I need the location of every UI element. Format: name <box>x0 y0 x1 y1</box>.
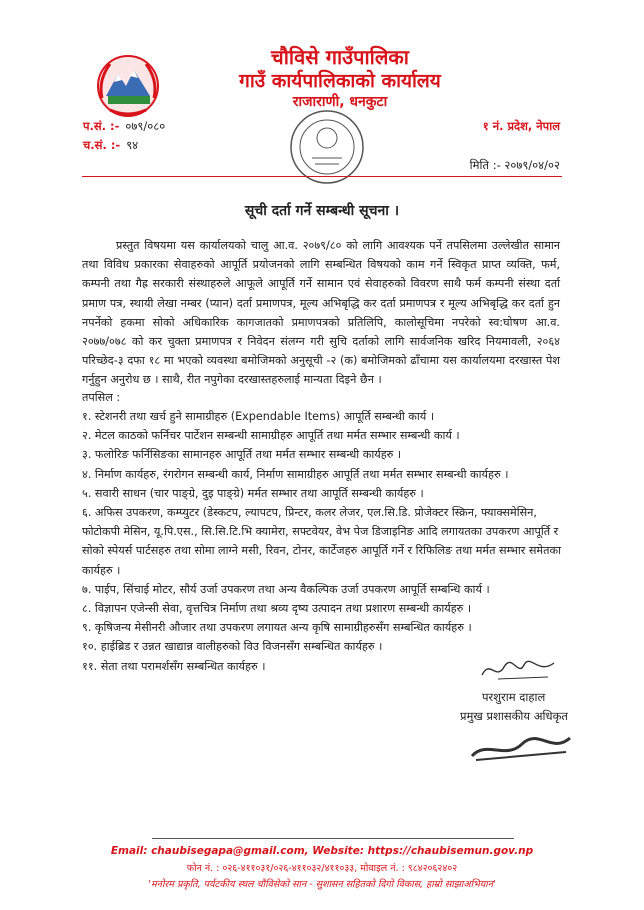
designation-seal-icon <box>466 730 576 764</box>
date-value: २०७९/०४/०२ <box>504 158 560 172</box>
list-item: १. स्टेशनरी तथा खर्च हुने सामाग्रीहरु (Expendable Items) आपूर्ति सम्बन्धी कार्य । <box>82 410 435 423</box>
municipality-name: चौविसे गाउँपालिका <box>271 45 409 69</box>
header-divider <box>82 176 562 177</box>
list-item: ४. निर्माण कार्यहरु, रंगरोगन सम्बन्धी कार्य, निर्माण सामाग्रीहरु आपूर्ति तथा मर्मत सम्भार सम्बन्धी कार्यहरु । <box>82 467 509 481</box>
footer-divider <box>152 838 514 839</box>
cs-value: ९४ <box>126 138 139 152</box>
list-item: ६. अफिस उपकरण, कम्प्युटर (डेस्कटप, ल्यापटप, प्रिन्टर, कलर लेजर, एल.सि.डि. प्रोजेक्टर स्क्रिन, फ्याक्समेसिन, फोटोकपी मेसिन, यू.पि.एस., सि.सि.टि.भि क्यामेरा, सफ्टवेयर, वेभ पेज डिजाइनिङ आदि लगायतका उपकरण आपूर्ति र सोको स्पेयर्स पार्टसहरु तथा सोमा लाग्ने मसी, रिवन, टोनर, कार्टेजहरु आपूर्ति गर्ने र रिफिलिङ तथा मर्मत सम्भार समेतका कार्यहरु । <box>82 506 561 577</box>
list-item: १०. हाईब्रिड र उन्नत खाद्यान्न वालीहरुको विउ विजनसँग सम्बन्धित कार्यहरु । <box>82 640 383 654</box>
list-item: २. मेटल काठको फर्निचर पार्टेशन सम्बन्धी सामाग्रीहरु आपूर्ति तथा मर्मत सम्भार सम्बन्धी कार्य । <box>82 429 460 443</box>
cs-label: च.सं. :- <box>83 138 121 152</box>
signatory-title: प्रमुख प्रशासकीय अधिकृत <box>460 709 568 723</box>
footer-contact: Email: chaubisegapa@gmail.com, Website: https://chaubisemun.gov.np <box>110 845 534 857</box>
list-heading: तपसिल : <box>82 391 121 404</box>
notice-subject: सूची दर्ता गर्ने सम्बन्धी सूचना । <box>244 203 400 219</box>
list-item: ९. कृषिजन्य मेसीनरी औजार तथा उपकरण लगायत अन्य कृषि सामाग्रीहरुसँग सम्बन्धित कार्यहरु । <box>82 621 472 635</box>
list-item: ८. विज्ञापन एजेन्सी सेवा, वृत्तचित्र निर्माण तथा श्रव्य दृष्य उत्पादन तथा प्रशारण सम्बन्धी कार्यहरु । <box>82 602 472 616</box>
signature-icon <box>478 655 558 683</box>
footer-phones: फोन नं. : ०२६-४११०३१/०२६-४११०३२/४११०३३, मोवाइल नं. : ९८४२०६२४०२ <box>186 863 458 874</box>
reference-ps <box>83 119 165 134</box>
list-item: ११. सेता तथा परामर्शसँग सम्बन्धित कार्यहरु । <box>82 659 266 673</box>
ps-label: प.सं. :- <box>83 119 120 133</box>
issue-date <box>470 158 560 173</box>
ps-value: ०७९/०८० <box>125 119 166 133</box>
list-item: ७. पाईप, सिंचाई मोटर, सौर्य उर्जा उपकरण तथा अन्य वैकल्पिक उर्जा उपकरण आपूर्ति सम्बन्धि कार्य । <box>82 582 490 596</box>
category-list <box>82 407 566 676</box>
footer-slogan: 'मनोरम प्रकृति, पर्यटकीय स्थल चौविसेको सान - सुशासन सहितको दिगो विकास, हाम्रो साझाअभियान' <box>148 879 496 890</box>
office-name: गाउँ कार्यपालिकाको कार्यालय <box>239 70 441 92</box>
list-item: ५. सवारी साधन (चार पाङ्ग्रे, दुइ पाङ्ग्रे) मर्मत सम्भार तथा आपूर्ति सम्बन्धी कार्यहरु । <box>82 486 424 500</box>
list-item: ३. फलोरिङ फर्निसिङका सामानहरु आपूर्ति तथा मर्मत सम्भार सम्बन्धी कार्यहरु । <box>82 448 402 462</box>
signatory-name: परशुराम दाहाल <box>482 690 546 704</box>
office-stamp-icon <box>288 108 366 186</box>
date-label: मिति :- <box>469 158 501 172</box>
notice-body: प्रस्तुत विषयमा यस कार्यालयको चालु आ.व. २०७९/८० को लागि आवश्यक पर्ने तपसिलमा उल्लेखीत सामान तथा विविध प्रकारका सेवाहरुको आपूर्ति प्रयोजनको लागि सम्बन्धित विषयको काम गर्ने स्विकृत प्राप्त व्यक्ति, फर्म, कम्पनी तथा गैह्र सरकारी संस्थाहरुले आफूले आपूर्ति गर्ने सामान एवं सेवाहरुको विवरण साथै फर्म कम्पनी संस्था दर्ता प्रमाण पत्र, स्थायी लेखा नम्बर (प्यान) दर्ता प्रमाणपत्र, मूल्य अभिबृद्धि कर दर्ता प्रमाणपत्र र मूल्य अभिबृद्धि कर दर्ता हुन नपर्नेको हकमा सोको अधिकारिक कागजातको प्रमाणपत्रको प्रतिलिपि, कालोसूचिमा नपरेको स्व:घोषण आ.व. २०७७/०७८ को कर चुक्ता प्रमाणपत्र र निवेदन संलग्न गरी सुचि दर्ताको लागि सार्वजनिक खरिद नियमावली, २०६४ परिच्छेद-३ दफा १८ मा भएको व्यवस्था बमोजिमको अनुसूची -२ (क) बमोजिमको ढाँचामा यस कार्यालयमा दरखास्त पेश गर्नुहुन अनुरोध छ । साथै, रीत नपुगेका दरखास्तहरुलाई मान्यता दिइने छैन । <box>82 239 560 387</box>
office-address: राजाराणी, धनकुटा <box>292 94 388 110</box>
reference-cs <box>83 138 138 153</box>
province-label: १ नं. प्रदेश, नेपाल <box>482 119 560 133</box>
